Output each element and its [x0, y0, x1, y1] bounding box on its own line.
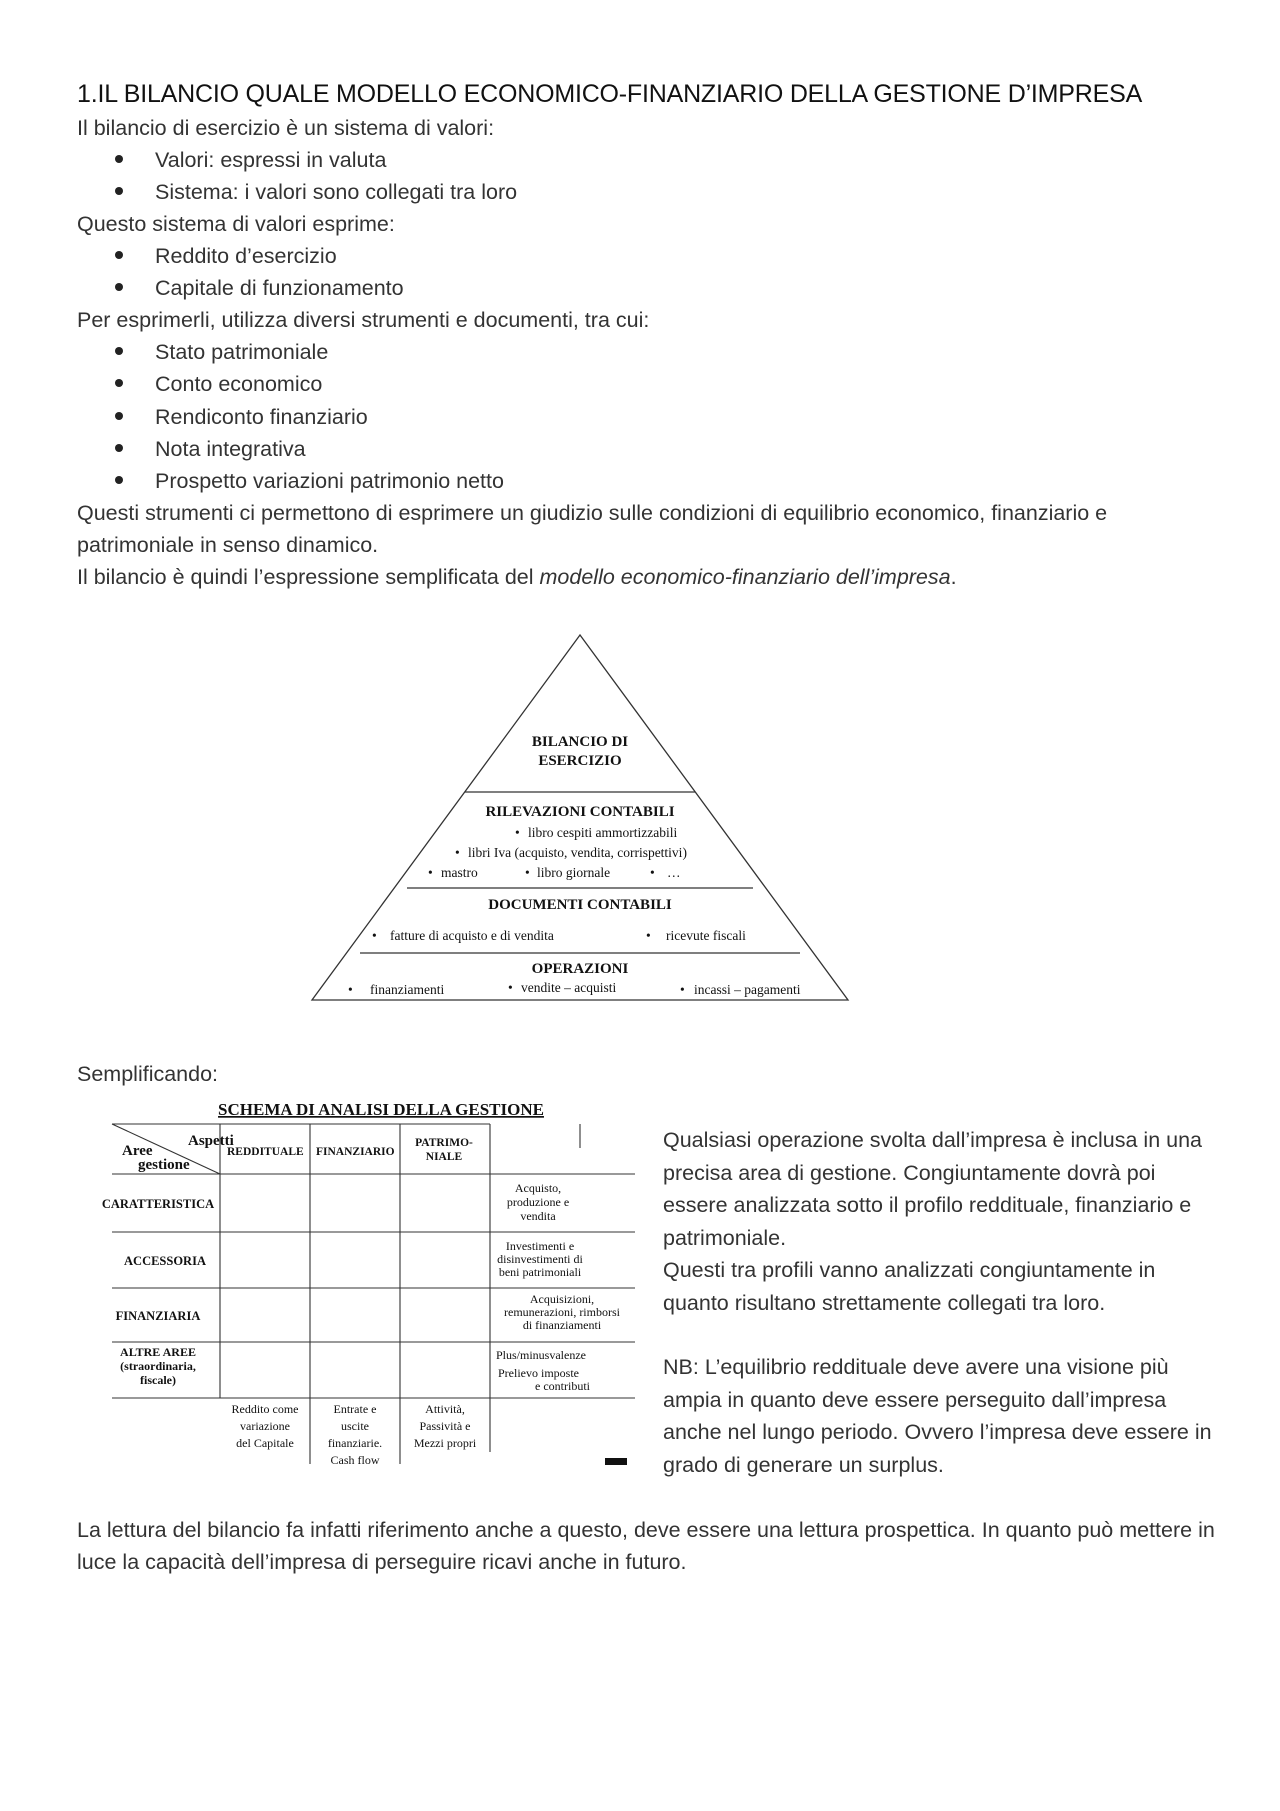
list-item: Rendiconto finanziario [115, 401, 368, 433]
intro-text: Il bilancio di esercizio è un sistema di valori: [77, 116, 495, 140]
pyramid-bullet-icon: • [680, 982, 685, 997]
schema-row-note: Investimenti e [505, 1239, 575, 1253]
bullet-icon [115, 444, 123, 452]
bullet-icon [115, 347, 123, 355]
bullet-icon [115, 283, 123, 291]
schema-footer-text: Passività e [419, 1419, 471, 1433]
pyramid-bullet-icon: • [525, 865, 530, 880]
bullet-icon [115, 251, 123, 259]
list-item: Conto economico [115, 368, 322, 400]
pyramid-item: finanziamenti [370, 982, 445, 997]
pyramid-item: vendite – acquisti [521, 980, 617, 995]
strumenti-intro: Per esprimerli, utilizza diversi strumenti e documenti, tra cui: [77, 308, 650, 332]
list-item: Valori: espressi in valuta [115, 144, 386, 176]
pyramid-item: incassi – pagamenti [694, 982, 801, 997]
schema-row-note: remunerazioni, rimborsi [504, 1305, 620, 1319]
schema-row-note: produzione e [506, 1195, 570, 1209]
schema-footer-text: Attività, [425, 1402, 465, 1416]
pyramid-bullet-icon: • [428, 865, 433, 880]
bullet-icon [115, 476, 123, 484]
emphasis-text: modello economico-finanziario dell’impresa [539, 565, 951, 589]
list-item: Sistema: i valori sono collegati tra loro [115, 176, 517, 208]
pyramid-level-title: RILEVAZIONI CONTABILI [485, 804, 675, 820]
scan-mark [605, 1458, 627, 1465]
schema-corner-aree: Aree [122, 1143, 153, 1159]
pyramid-bullet-icon: • [508, 980, 513, 995]
list-item: Capitale di funzionamento [115, 272, 404, 304]
schema-footer-text: uscite [341, 1419, 369, 1433]
schema-col-header: FINANZIARIO [316, 1146, 395, 1158]
schema-col-header: NIALE [425, 1151, 463, 1163]
list-item: Reddito d’esercizio [115, 240, 337, 272]
schema-footer-text: variazione [240, 1419, 290, 1433]
schema-row-note: Plus/minusvalenze [496, 1348, 586, 1362]
pyramid-level-title: DOCUMENTI CONTABILI [488, 897, 672, 913]
schema-col-header: REDDITUALE [227, 1146, 304, 1158]
pyramid-bullet-icon: • [455, 845, 460, 860]
pyramid-item: … [667, 865, 681, 880]
schema-table [95, 1092, 645, 1472]
pyramid-item: fatture di acquisto e di vendita [390, 928, 554, 943]
giudizio-paragraph: Questi strumenti ci permettono di esprimere un giudizio sulle condizioni di equilibrio economico, finanziario e patrimoniale in senso dinamico. [77, 501, 1108, 557]
schema-row-note: Prelievo imposte [498, 1366, 579, 1380]
pyramid-item: libro giornale [537, 865, 611, 880]
schema-footer-text: finanziarie. [327, 1436, 383, 1450]
list-item: Nota integrativa [115, 433, 306, 465]
schema-corner-aspetti: Aspetti [188, 1133, 234, 1149]
schema-footer-text: del Capitale [236, 1436, 294, 1450]
pyramid-bullet-icon: • [515, 825, 520, 840]
pyramid-diagram [310, 632, 850, 1008]
pyramid-bullet-icon: • [372, 928, 377, 943]
schema-footer-text: Mezzi propri [413, 1436, 477, 1450]
schema-row-label: FINANZIARIA [115, 1309, 201, 1323]
pyramid-item: mastro [441, 865, 478, 880]
schema-corner-gestione: gestione [138, 1157, 190, 1173]
schema-row-note: disinvestimenti di [497, 1252, 583, 1266]
conclusion-paragraph: Il bilancio è quindi l’espressione semplificata del modello economico-finanziario dell’impresa. [77, 565, 957, 589]
pyramid-top-label: ESERCIZIO [538, 753, 622, 769]
closing-paragraph: La lettura del bilancio fa infatti riferimento anche a questo, deve essere una lettura prospettica. In quanto può mettere in luce la capacità dell’impresa di perseguire ricavi anche in futuro. [77, 1518, 1215, 1574]
semplificando-label: Semplificando: [77, 1062, 219, 1086]
side-paragraph: Qualsiasi operazione svolta dall’impresa è inclusa in una precisa area di gestione. Congiuntamente dovrà poi essere analizzata sotto il profilo reddituale, finanziario e patrimoniale. [663, 1128, 1202, 1250]
schema-row-label: ALTRE AREE [120, 1345, 196, 1359]
schema-col-header: PATRIMO- [415, 1137, 473, 1149]
schema-footer-text: Entrate e [333, 1402, 377, 1416]
pyramid-item: libro cespiti ammortizzabili [528, 825, 678, 840]
bullet-icon [115, 379, 123, 387]
pyramid-item: libri Iva (acquisto, vendita, corrispettivi) [468, 845, 687, 860]
pyramid-level-title: OPERAZIONI [531, 961, 629, 977]
schema-row-label: (straordinaria, [120, 1359, 196, 1373]
list-item: Stato patrimoniale [115, 336, 328, 368]
schema-row-note: Acquisto, [514, 1181, 562, 1195]
list-item: Prospetto variazioni patrimonio netto [115, 465, 504, 497]
schema-row-note: di finanziamenti [522, 1318, 602, 1332]
schema-row-label: fiscale) [140, 1373, 176, 1387]
schema-footer-text: Cash flow [330, 1453, 380, 1467]
bullet-icon [115, 187, 123, 195]
esprime-intro: Questo sistema di valori esprime: [77, 212, 395, 236]
schema-row-label: ACCESSORIA [124, 1254, 206, 1268]
pyramid-item: ricevute fiscali [666, 928, 746, 943]
pyramid-top-label: BILANCIO DI [531, 734, 629, 750]
schema-row-note: beni patrimoniali [498, 1265, 582, 1279]
schema-title: SCHEMA DI ANALISI DELLA GESTIONE [218, 1100, 544, 1119]
bullet-icon [115, 412, 123, 420]
bullet-icon [115, 155, 123, 163]
schema-footer-text: Reddito come [231, 1402, 299, 1416]
schema-row-label: CARATTERISTICA [101, 1197, 215, 1211]
side-nb-paragraph: NB: L’equilibrio reddituale deve avere una visione più ampia in quanto deve essere perseguito dall’impresa anche nel lungo periodo. Ovvero l’impresa deve essere in grado di generare un surplus. [663, 1355, 1212, 1477]
schema-svg [95, 1092, 645, 1472]
pyramid-bullet-icon: • [348, 982, 353, 997]
schema-row-note: e contributi [535, 1379, 590, 1393]
pyramid-svg [310, 632, 850, 1008]
schema-row-note: vendita [520, 1209, 556, 1223]
pyramid-bullet-icon: • [646, 928, 651, 943]
side-paragraph: Questi tra profili vanno analizzati congiuntamente in quanto risultano strettamente collegati tra loro. [663, 1258, 1156, 1315]
schema-row-note: Acquisizioni, [529, 1292, 595, 1306]
page-title: 1.IL BILANCIO QUALE MODELLO ECONOMICO-FINANZIARIO DELLA GESTIONE D’IMPRESA [77, 80, 1143, 108]
pyramid-bullet-icon: • [650, 865, 655, 880]
